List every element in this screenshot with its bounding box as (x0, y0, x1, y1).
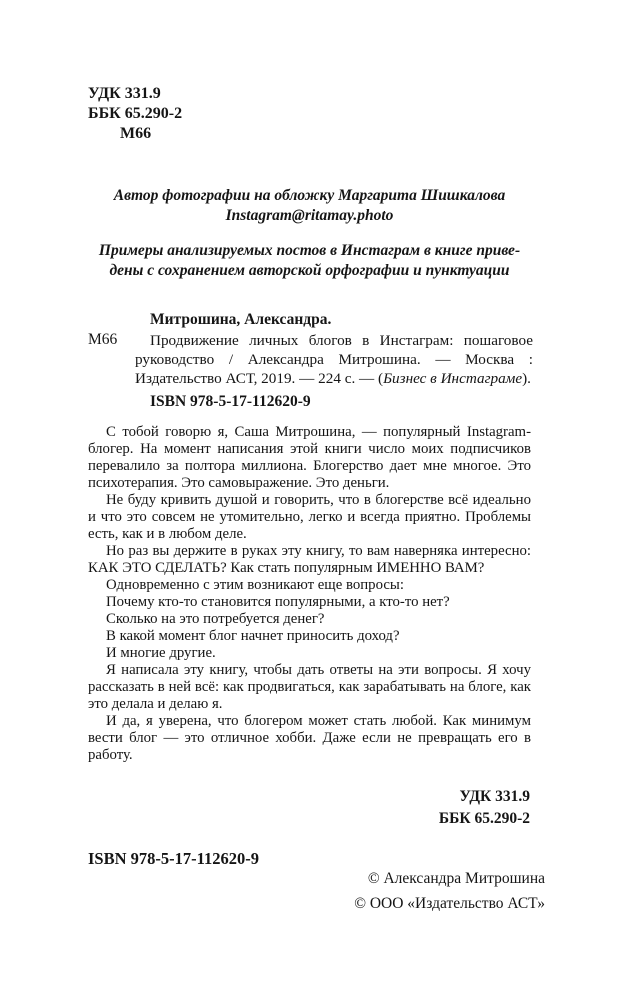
udk-code-top: УДК 331.9 (88, 85, 161, 102)
isbn-middle: ISBN 978-5-17-112620-9 (150, 393, 311, 410)
bbk-code-bottom: ББК 65.290-2 (438, 810, 530, 827)
annotation-paragraph: Не буду кривить душой и говорить, что в блогерстве всё идеально и что это совсем не утомительно, легко и всегда приятно. Проблемы есть, как и в любом деле. (88, 492, 531, 542)
udk-code-bottom: УДК 331.9 (459, 788, 530, 805)
photo-credit-line1: Автор фотографии на обложку Маргарита Шишкалова (113, 187, 506, 204)
isbn-bottom: ISBN 978-5-17-112620-9 (88, 849, 259, 868)
annotation-paragraph: Я написала эту книгу, чтобы дать ответы на эти вопросы. Я хочу рассказать в ней всё: как продвигаться, как зарабатывать на блоге, как это делала и делаю я. (88, 662, 531, 712)
annotation-body (88, 424, 531, 764)
annotation-paragraph: В какой момент блог начнет приносить доход? (106, 628, 400, 644)
annotation-paragraph: Сколько на это потребуется денег? (106, 611, 325, 627)
biblio-author-heading: Митрошина, Александра. (150, 311, 332, 328)
copyright-block (354, 866, 545, 916)
editorial-note-line2: дены с сохранением авторской орфографии и пунктуации (109, 262, 510, 279)
editorial-note-block (0, 241, 619, 281)
biblio-text: Продвижение личных блогов в Инстаграм: пошаговое руководство / Александра Митрошина. — Москва : Издательство АСТ, 2019. — 224 с. — ( (135, 332, 533, 387)
bibliographic-record (135, 331, 533, 388)
annotation-paragraph: Почему кто-то становится популярными, а кто-то нет? (106, 594, 450, 610)
biblio-series-title: Бизнес в Инстаграме (383, 370, 523, 387)
top-classification-codes (88, 84, 182, 144)
bbk-code-top: ББК 65.290-2 (88, 105, 183, 122)
annotation-paragraph: С тобой говорю я, Саша Митрошина, — популярный Instagram-блогер. На момент написания этой книги число моих подписчиков перевалило за полтора миллиона. Блогерство дает мне многое. Это психотерапия. Это самовыражение. Это деньги. (88, 424, 531, 491)
copyright-author: © Александра Митрошина (367, 870, 545, 887)
editorial-note-line1: Примеры анализируемых постов в Инстаграм в книге приве- (98, 242, 521, 259)
author-sign-code-top: М66 (120, 125, 152, 142)
annotation-paragraph: Но раз вы держите в руках эту книгу, то вам наверняка интересно: КАК ЭТО СДЕЛАТЬ? Как стать популярным ИМЕННО ВАМ? (88, 543, 531, 576)
annotation-paragraph: Одновременно с этим возникают еще вопросы: (106, 577, 404, 593)
photo-credit-block (0, 186, 619, 226)
annotation-paragraph: И да, я уверена, что блогером может стать любой. Как минимум вести блог — это отличное хобби. Даже если не превращать его в работу. (88, 713, 531, 763)
biblio-text-end: ). (522, 370, 531, 387)
biblio-margin-code: М66 (88, 331, 118, 348)
copyright-publisher: © ООО «Издательство АСТ» (354, 895, 545, 912)
bottom-classification-codes (439, 786, 530, 830)
photo-credit-line2: Instagram@ritamay.photo (225, 207, 394, 224)
annotation-paragraph: И многие другие. (106, 645, 216, 661)
